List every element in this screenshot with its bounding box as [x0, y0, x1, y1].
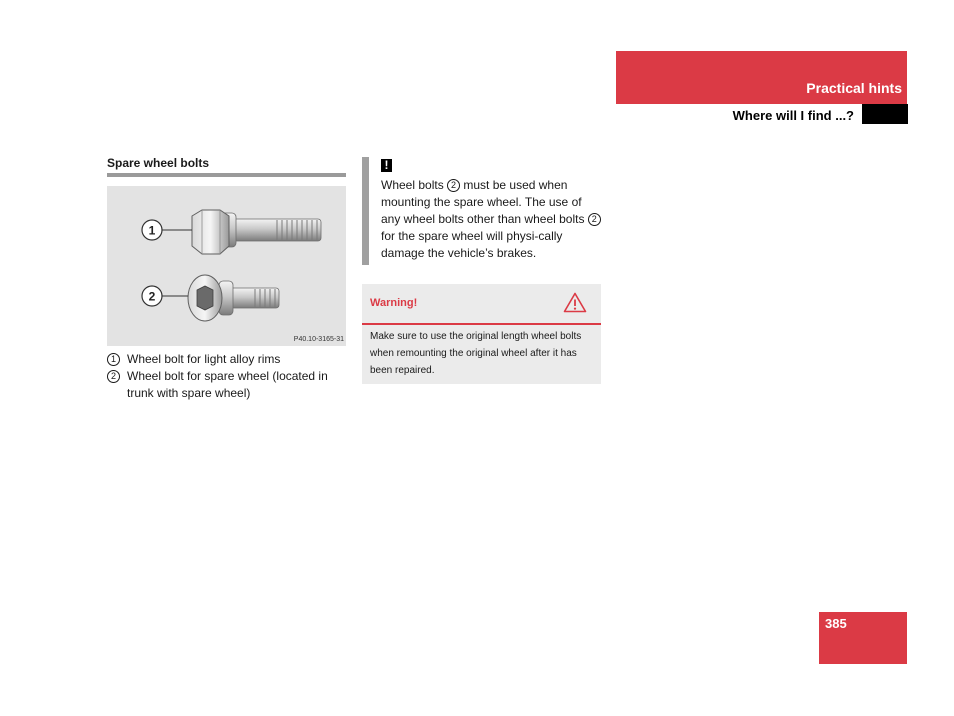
legend-item: [107, 351, 347, 368]
notice-box: [362, 157, 602, 265]
subsection-title: Where will I find ...?: [732, 108, 854, 123]
warning-box: [362, 284, 601, 384]
exclamation-icon: !: [381, 159, 392, 172]
figure-code: P40.10-3165-31: [293, 336, 344, 343]
reference-number: 2: [588, 213, 601, 226]
header-tab-marker: [862, 104, 908, 124]
warning-triangle-icon: [563, 292, 587, 313]
legend-text: Wheel bolt for light alloy rims: [127, 352, 281, 366]
legend-item: [107, 368, 347, 402]
warning-label: Warning!: [370, 297, 418, 309]
page-number: 385: [825, 616, 847, 631]
wheel-bolts-illustration: [107, 186, 346, 346]
warning-text: Make sure to use the original length wheel bolts when remounting the original wheel after it has been repaired.: [370, 331, 582, 376]
page-number-box: [819, 612, 907, 664]
header-band: [616, 51, 907, 104]
legend-text: Wheel bolt for spare wheel (located in trunk with spare wheel): [127, 369, 328, 400]
warning-header: [362, 284, 601, 325]
notice-text-part: Wheel bolts: [381, 178, 444, 192]
notice-bar: [362, 157, 369, 265]
page-heading: Spare wheel bolts: [107, 156, 210, 170]
callout-1-label: 1: [148, 223, 156, 238]
notice-text: [381, 177, 603, 262]
reference-number: 2: [447, 179, 460, 192]
callout-2-label: 2: [148, 289, 156, 304]
bolt-spare-wheel: [188, 275, 279, 321]
figure-legend: [107, 351, 347, 402]
legend-number: 2: [107, 370, 120, 383]
heading-divider: [107, 173, 346, 177]
section-title: Practical hints: [806, 80, 902, 96]
legend-number: 1: [107, 353, 120, 366]
bolt-alloy-rim: [192, 210, 321, 254]
wheel-bolts-figure: [107, 186, 346, 346]
notice-text-part: must be used when mounting the spare wheel. The use of any wheel bolts other than wheel bolts: [381, 178, 585, 226]
notice-text-part: for the spare wheel will physi-cally damage the vehicle’s brakes.: [381, 229, 563, 260]
